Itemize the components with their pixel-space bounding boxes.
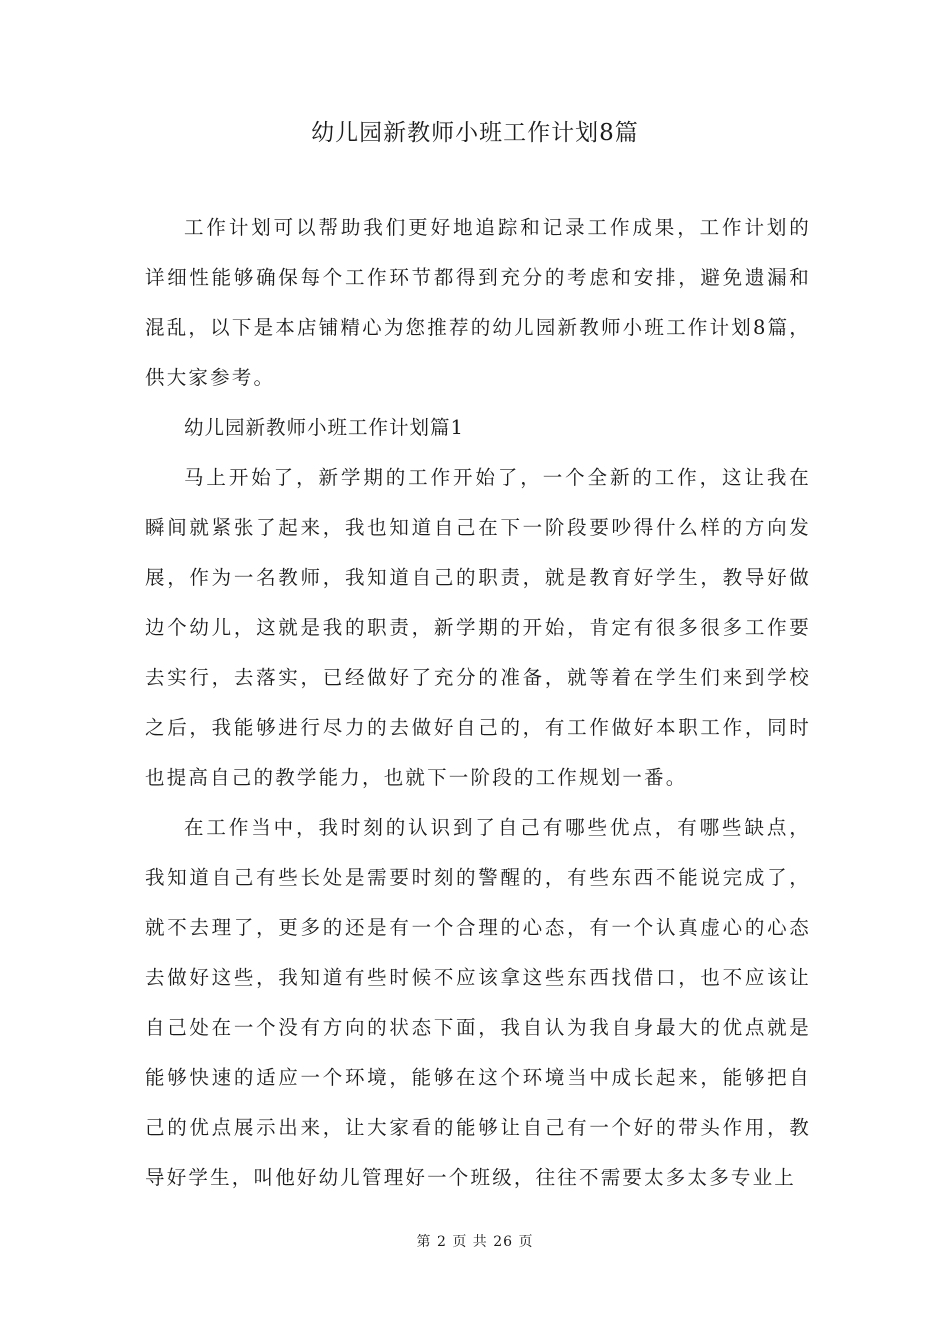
footer-suffix: 页 xyxy=(518,1234,534,1250)
footer-prefix: 第 xyxy=(416,1234,432,1250)
document-title: 幼儿园新教师小班工作计划8篇 xyxy=(311,120,639,146)
body-paragraph: 马上开始了，新学期的工作开始了，一个全新的工作，这让我在瞬间就紧张了起来，我也知道自己在下一阶段要吵得什么样的方向发展，作为一名教师，我知道自己的职责，就是教育好学生，教导好做边个幼儿，这就是我的职责，新学期的开始，肯定有很多很多工作要去实行，去落实，已经做好了充分的准备，就等着在学生们来到学校之后，我能够进行尽力的去做好自己的，有工作做好本职工作，同时也提高自己的教学能力，也就下一阶段的工作规划一番。 xyxy=(145,466,811,789)
page-footer xyxy=(0,1232,950,1252)
footer-middle: 页 共 xyxy=(452,1234,488,1250)
intro-paragraph: 工作计划可以帮助我们更好地追踪和记录工作成果，工作计划的详细性能够确保每个工作环节都得到充分的考虑和安排，避免遗漏和混乱，以下是本店铺精心为您推荐的幼儿园新教师小班工作计划8篇，供大家参考。 xyxy=(145,216,811,389)
document-body xyxy=(145,203,811,1203)
section-heading: 幼儿园新教师小班工作计划篇1 xyxy=(184,416,464,439)
footer-current-page: 2 xyxy=(436,1234,447,1250)
footer-total-pages: 26 xyxy=(493,1234,514,1250)
body-paragraph: 在工作当中，我时刻的认识到了自己有哪些优点，有哪些缺点，我知道自己有些长处是需要时刻的警醒的，有些东西不能说完成了，就不去理了，更多的还是有一个合理的心态，有一个认真虚心的心态去做好这些，我知道有些时候不应该拿这些东西找借口，也不应该让自己处在一个没有方向的状态下面，我自认为我自身最大的优点就是能够快速的适应一个环境，能够在这个环境当中成长起来，能够把自己的优点展示出来，让大家看的能够让自己有一个好的带头作用，教导好学生，叫他好幼儿管理好一个班级，往往不需要太多太多专业上 xyxy=(145,816,811,1189)
